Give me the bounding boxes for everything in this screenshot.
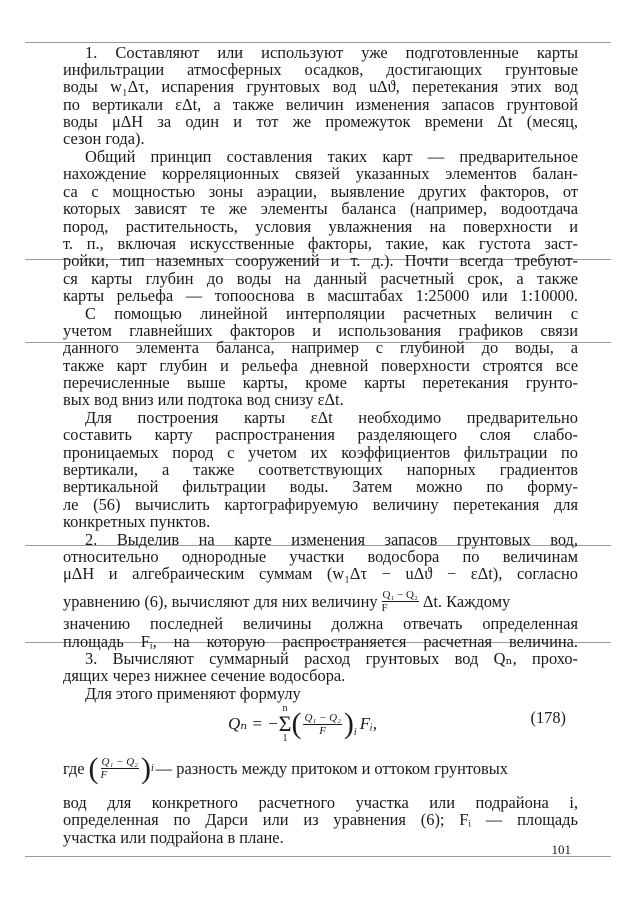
summation	[279, 704, 292, 744]
sigma-icon: Σ	[278, 711, 292, 736]
text-line: вых вод вниз или подтока вод снизу εΔt.	[63, 390, 344, 409]
formula-fraction	[303, 712, 341, 737]
where-text: — разность между притоком и оттоком грунтовых	[155, 759, 508, 778]
where-prefix: где	[63, 759, 85, 778]
where-line	[63, 752, 578, 785]
sum-upper: n	[282, 703, 288, 714]
formula-rhs: Fᵢ,	[359, 714, 378, 733]
text-line: вертикали, а также соответствующих напорных градиентов	[63, 460, 578, 479]
right-paren: )	[343, 707, 354, 740]
text-line: Общий принцип составления таких карт — предварительное	[85, 147, 578, 166]
text-line: также карт глубин и рельефа дневной поверхности строятся все	[63, 356, 578, 375]
text-line: ройки, тип наземных сооружений и т. д.). Почти всегда требуют-	[63, 251, 578, 270]
text-line: данного элемента баланса, например с глубиной до воды, а	[63, 338, 578, 357]
text-line: μΔH и алгебраическим суммам (w₁Δτ − uΔϑ − εΔt), согласно	[63, 564, 578, 583]
text-line: 2. Выделив на карте изменения запасов грунтовых вод,	[85, 530, 578, 549]
text-line: по вертикали εΔt, а также величин изменения запасов грунтовой	[63, 95, 578, 114]
text-line: воды w₁Δτ, испарения грунтовых вод uΔϑ, перетекания этих вод	[63, 77, 578, 96]
text-line: карты рельефа — топооснова в масштабах 1:25000 или 1:10000.	[63, 286, 578, 305]
text-line: проницаемых пород с учетом их коэффициентов фильтрации по	[63, 443, 578, 462]
fraction-denominator: F	[319, 724, 327, 737]
text-line: 1. Составляют или используют уже подготовленные карты	[85, 43, 578, 62]
where-fraction	[101, 756, 139, 781]
text-span: Δt. Каждому	[422, 592, 511, 611]
where-subscript: i	[151, 763, 154, 774]
formula-subscript: i	[353, 727, 357, 738]
text-span: уравнению (6), вычисляют для них величину	[63, 592, 378, 611]
text-line: Для построения карты εΔt необходимо предварительно	[85, 408, 578, 427]
text-line: участка или подрайона в плане.	[63, 828, 284, 847]
text-line: которых зависят те же элементы баланса (например, водоотдача	[63, 199, 578, 218]
bottom-rule	[25, 856, 611, 857]
text-line: вод для конкретного расчетного участка или подрайона i,	[63, 793, 578, 812]
text-line: площадь Fᵢ, на которую распространяется расчетная величина.	[63, 632, 578, 651]
fraction-denominator: F	[381, 602, 388, 614]
sum-lower: 1	[282, 733, 288, 744]
left-paren: (	[88, 752, 99, 785]
text-line: ся карты глубин до воды на данный расчетный срок, а также	[63, 269, 578, 288]
equation-number: (178)	[530, 708, 566, 727]
fraction-numerator: Q₁ − Q₂	[101, 756, 138, 768]
text-line: воды μΔH за один и тот же промежуток времени Δt (месяц,	[63, 112, 578, 131]
text-line: ле (56) вычислить картографируемую величину перетекания для	[63, 495, 578, 514]
text-line: нахождение корреляционных связей указанных элементов балан-	[63, 164, 578, 183]
fraction-denominator: F	[100, 769, 108, 781]
text-line: 3. Вычисляют суммарный расход грунтовых вод Qₙ, прохо-	[85, 649, 578, 668]
text-line: са с мощностью зоны аэрации, выявление других факторов, от	[63, 182, 578, 201]
text-line: дящих через нижнее сечение водосбора.	[63, 666, 346, 685]
right-paren: )	[141, 752, 151, 785]
text-line: перечисленные выше карты, кроме карты перетекания грунто-	[63, 373, 578, 392]
fraction-numerator: Q₁ − Q₂	[304, 711, 341, 724]
text-line: учетом главнейших факторов и использования графиков связи	[63, 321, 578, 340]
text-line: С помощью линейной интерполяции расчетных величин с	[85, 304, 578, 323]
text-line: сезон года).	[63, 129, 145, 148]
text-line: инфильтрации атмосферных осадков, достигающих грунтовые	[63, 60, 578, 79]
text-line: пород, растительность, условия увлажнения на поверхности и	[63, 217, 578, 236]
inline-fraction	[382, 589, 419, 614]
text-line-with-fraction	[63, 589, 578, 614]
formula-178	[63, 700, 578, 750]
text-line: относительно однородные участки водосбора по величинам	[63, 547, 578, 566]
formula-lhs: Qₙ = −	[228, 714, 279, 733]
page-number: 101	[551, 842, 571, 857]
fraction-numerator: Q₁ − Q₂	[382, 589, 418, 601]
text-line: Для этого применяют формулу	[85, 684, 301, 703]
text-line: определенная по Дарси или из уравнения (6); Fᵢ — площадь	[63, 810, 578, 829]
text-line: т. п., включая искусственные факторы, такие, как густота заст-	[63, 234, 578, 253]
text-line: значению последней величины должна отвечать определенная	[63, 614, 578, 633]
text-line: вертикальной фильтрации воды. Затем можно по форму-	[63, 477, 578, 496]
left-paren: (	[291, 707, 302, 740]
text-line: составить карту распространения разделяющего слоя слабо-	[63, 425, 578, 444]
text-line: конкретных пунктов.	[63, 512, 211, 531]
